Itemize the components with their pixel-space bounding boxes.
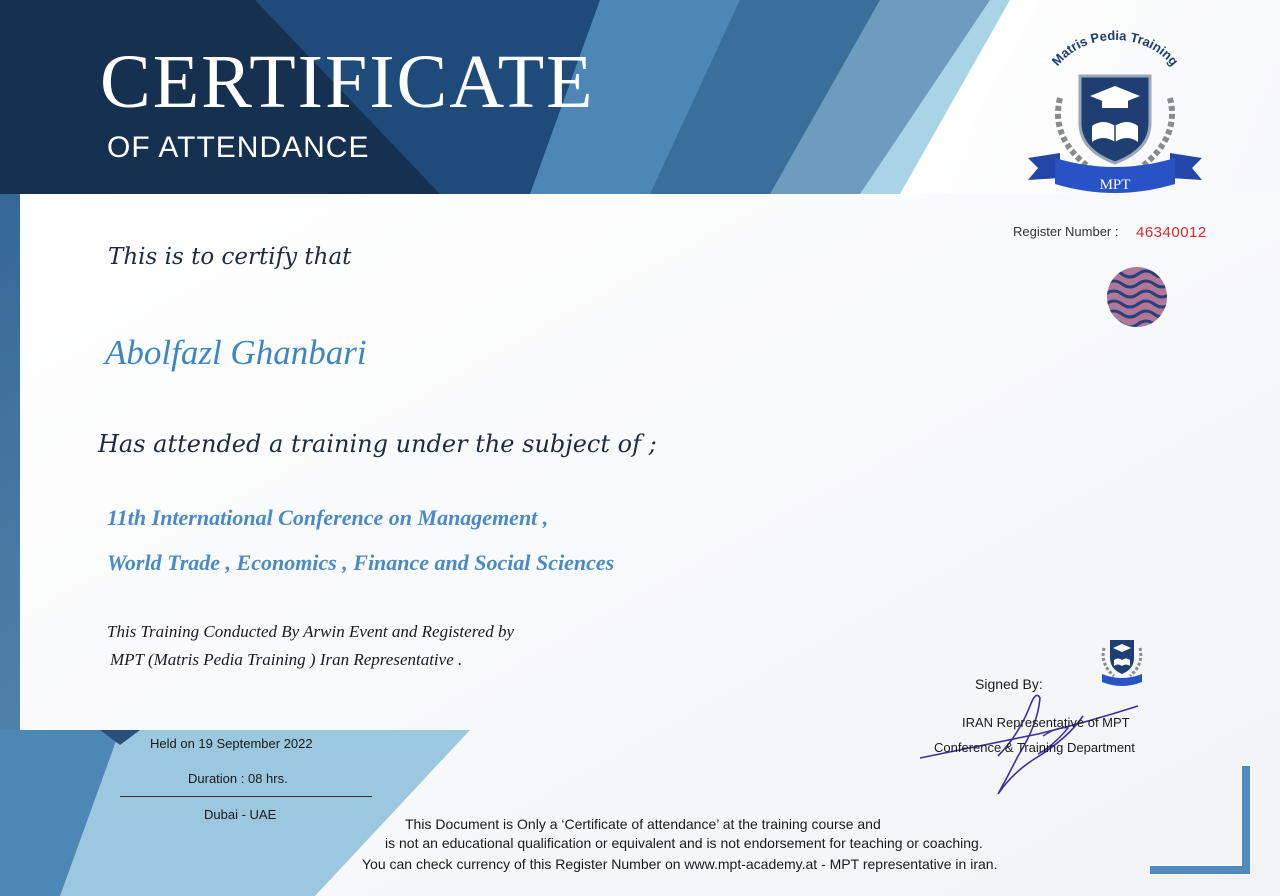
disclaimer-line-1: This Document is Only a ‘Certificate of attendance’ at the training course and xyxy=(405,816,881,832)
disclaimer-line-3: You can check currency of this Register Number on www.mpt-academy.at - MPT representative in iran. xyxy=(362,856,998,872)
register-number-value: 46340012 xyxy=(1136,224,1207,241)
attended-line: Has attended a training under the subject of ; xyxy=(98,430,657,458)
subject-line-1: 11th International Conference on Management , xyxy=(107,505,549,530)
certificate-title: CERTIFICATE xyxy=(100,40,595,124)
certificate-subtitle: OF ATTENDANCE xyxy=(107,131,370,164)
recipient-name: Abolfazl Ghanbari xyxy=(105,333,367,372)
logo-arc-text: Matris Pedia Training xyxy=(1048,27,1182,69)
register-number-label: Register Number : xyxy=(1013,224,1119,239)
hologram-stamp-icon xyxy=(1106,266,1168,333)
conducted-line-2: MPT (Matris Pedia Training ) Iran Representative . xyxy=(110,650,463,669)
certify-line: This is to certify that xyxy=(108,244,352,270)
held-on-date: Held on 19 September 2022 xyxy=(150,736,313,751)
logo-ribbon-text: MPT xyxy=(1099,177,1131,193)
event-location: Dubai - UAE xyxy=(204,807,277,822)
representative-line-2: Conference & Training Department xyxy=(934,740,1135,755)
representative-line-1: IRAN Representative of MPT xyxy=(962,715,1130,730)
disclaimer-line-2: is not an educational qualification or equivalent and is not endorsement for teaching or coaching. xyxy=(385,835,983,851)
graduation-shield-icon xyxy=(1020,18,1210,198)
duration: Duration : 08 hrs. xyxy=(188,771,288,786)
conducted-line-1: This Training Conducted By Arwin Event and Registered by xyxy=(107,622,515,641)
signed-by-label: Signed By: xyxy=(975,676,1043,692)
subject-line-2: World Trade , Economics , Finance and Social Sciences xyxy=(107,550,615,575)
event-divider xyxy=(120,796,372,797)
svg-text:Matris Pedia Training xyxy=(1049,28,1182,69)
mpt-logo xyxy=(1020,18,1210,203)
